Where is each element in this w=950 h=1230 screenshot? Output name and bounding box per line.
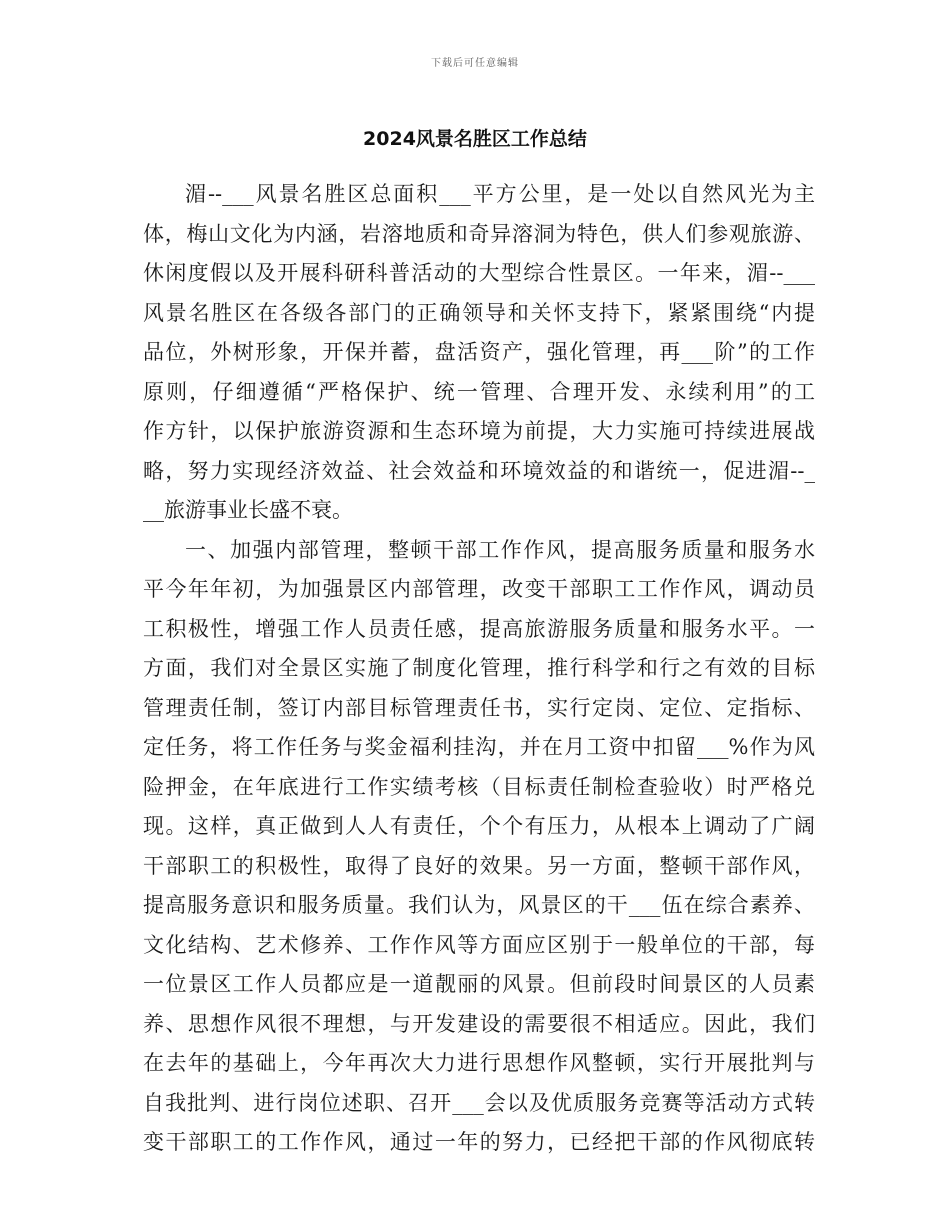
document-body bbox=[143, 175, 815, 1163]
body-line: 现。这样，真正做到人人有责任，个个有压力，从根本上调动了广阔 bbox=[143, 814, 815, 838]
body-line: 养、思想作风很不理想，与开发建设的需要很不相适应。因此，我们 bbox=[143, 1011, 815, 1036]
body-line: 一位景区工作人员都应是一道靓丽的风景。但前段时间景区的人员素 bbox=[143, 972, 815, 996]
body-line: 平今年年初，为加强景区内部管理，改变干部职工工作作风，调动员 bbox=[143, 577, 815, 601]
body-line: 提高服务意识和服务质量。我们认为，风景区的干___伍在综合素养、 bbox=[143, 893, 815, 917]
body-line: 定任务，将工作任务与奖金福利挂沟，并在月工资中扣留___%作为风 bbox=[143, 735, 815, 759]
document-title: 2024风景名胜区工作总结 bbox=[363, 128, 587, 150]
body-line: 品位，外树形象，开保并蓄，盘活资产，强化管理，再___阶”的工作 bbox=[143, 340, 815, 364]
body-line: 休闲度假以及开展科研科普活动的大型综合性景区。一年来，湄--___ bbox=[143, 261, 815, 285]
body-line: 作方针，以保护旅游资源和生态环境为前提，大力实施可持续进展战 bbox=[143, 419, 815, 443]
body-line: 风景名胜区在各级各部门的正确领导和关怀支持下，紧紧围绕“内提 bbox=[143, 300, 815, 325]
body-line: 文化结构、艺术修养、工作作风等方面应区别于一般单位的干部，每 bbox=[143, 932, 815, 957]
body-line: 险押金，在年底进行工作实绩考核（目标责任制检查验收）时严格兑 bbox=[143, 774, 815, 799]
header-note: 下载后可任意编辑 bbox=[431, 58, 519, 69]
body-line: 工积极性，增强工作人员责任感，提高旅游服务质量和服务水平。一 bbox=[143, 616, 815, 641]
body-line: 方面，我们对全景区实施了制度化管理，推行科学和行之有效的目标 bbox=[143, 656, 815, 680]
body-line: 一、加强内部管理，整顿干部工作作风，提高服务质量和服务水 bbox=[185, 537, 815, 562]
body-line: 在去年的基础上，今年再次大力进行思想作风整顿，实行开展批判与 bbox=[143, 1051, 815, 1075]
body-line: 湄--___风景名胜区总面积___平方公里，是一处以自然风光为主 bbox=[185, 182, 815, 206]
body-line: 略，努力实现经济效益、社会效益和环境效益的和谐统一，促进湄--_ bbox=[143, 458, 815, 483]
body-line: 变干部职工的工作作风，通过一年的努力，已经把干部的作风彻底转 bbox=[143, 1130, 815, 1154]
body-line: 体，梅山文化为内涵，岩溶地质和奇异溶洞为特色，供人们参观旅游、 bbox=[143, 221, 815, 246]
body-line: 自我批判、进行岗位述职、召开___会以及优质服务竞赛等活动方式转 bbox=[143, 1090, 815, 1115]
body-line: __旅游事业长盛不衰。 bbox=[143, 498, 353, 522]
body-line: 干部职工的积极性，取得了良好的效果。另一方面，整顿干部作风， bbox=[143, 853, 815, 878]
body-line: 原则，仔细遵循“严格保护、统一管理、合理开发、永续利用”的工 bbox=[143, 379, 815, 404]
body-line: 管理责任制，签订内部目标管理责任书，实行定岗、定位、定指标、 bbox=[143, 695, 815, 720]
